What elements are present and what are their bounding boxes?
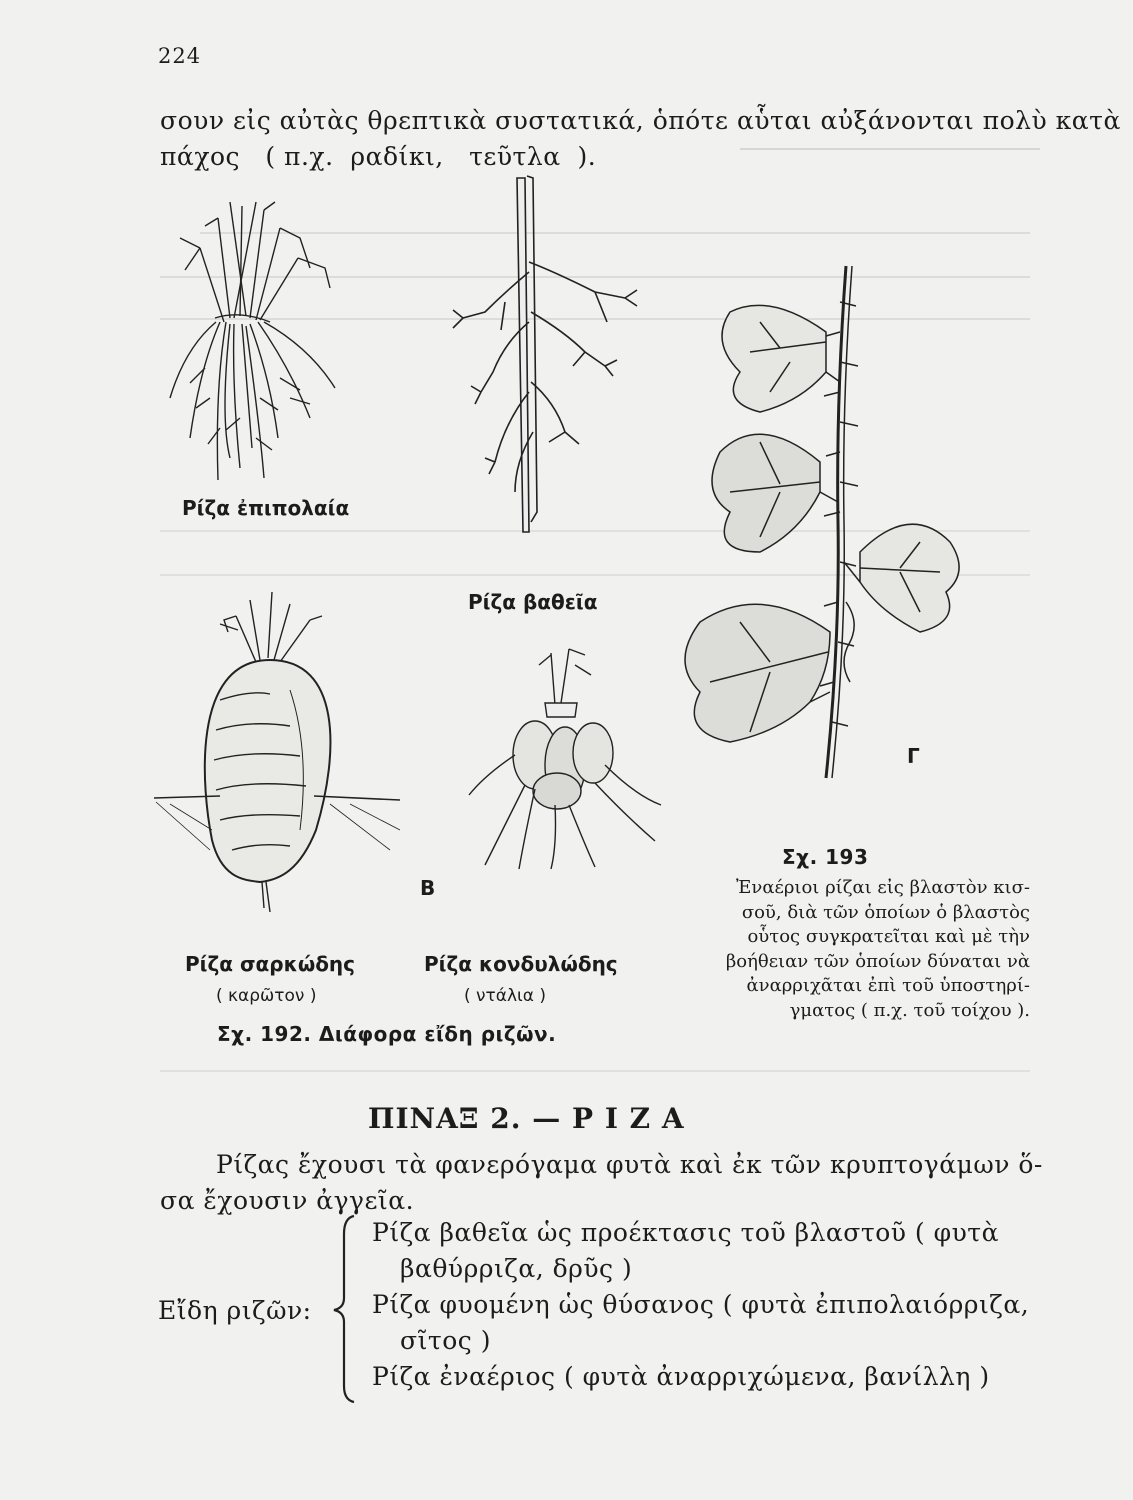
root-kinds-brace — [330, 1214, 360, 1404]
fleshy-root-label: Ρίζα σαρκώδης — [185, 952, 356, 976]
aerial-root-ivy-illustration — [650, 262, 970, 782]
table-intro-line-2: σα ἔχουσιν ἀγγεῖα. — [160, 1186, 415, 1215]
figure-193-marker: Γ — [907, 744, 920, 768]
deep-root-label: Ρίζα βαθεῖα — [468, 590, 598, 614]
root-kind-item: βαθύρριζα, δρῦς ) — [400, 1254, 633, 1283]
figure-193-line: βοήθειαν τῶν ὁποίων δύναται νὰ — [725, 950, 1030, 972]
table-intro-line-1: Ρίζας ἔχουσι τὰ φανερόγαμα φυτὰ καὶ ἐκ τῶν κρυπτογάμων ὅ- — [216, 1150, 1043, 1179]
intro-line-1: σουν εἰς αὐτὰς θρεπτικὰ συστατικά, ὁπότε αὗται αὐξάνονται πολὺ κατὰ — [160, 106, 1121, 135]
page-number: 224 — [158, 44, 202, 68]
figure-193-description — [658, 876, 1030, 1023]
root-kind-item: σῖτος ) — [400, 1326, 491, 1355]
tuberous-root-label: Ρίζα κονδυλώδης — [424, 952, 618, 976]
tuberous-root-example: ( ντάλια ) — [464, 986, 547, 1006]
tuberous-root-illustration — [465, 645, 665, 870]
table-title: ΠΙΝΑΞ 2. — Ρ Ι Ζ Α — [368, 1102, 685, 1135]
figure-193-line: Ἐναέριοι ρίζαι εἰς βλαστὸν κισ- — [736, 877, 1030, 898]
figure-193-line: σοῦ, διὰ τῶν ὁποίων ὁ βλαστὸς — [741, 901, 1030, 923]
deep-root-illustration — [445, 172, 675, 532]
root-kind-item: Ρίζα ἐναέριος ( φυτὰ ἀναρριχώμενα, βανίλλη ) — [372, 1362, 990, 1391]
intro-line-2: πάχος ( π.χ. ραδίκι, τεῦτλα ). — [160, 142, 597, 171]
superficial-root-label: Ρίζα ἐπιπολαία — [182, 496, 350, 520]
tuberous-root-marker: B — [420, 876, 436, 900]
root-kind-item: Ρίζα βαθεῖα ὡς προέκτασις τοῦ βλαστοῦ ( φυτὰ — [372, 1218, 1000, 1247]
root-kinds-label: Εἴδη ριζῶν: — [158, 1296, 312, 1325]
figure-193-line: ἀναρριχᾶται ἐπὶ τοῦ ὑποστηρί- — [746, 975, 1030, 996]
figure-193-line: οὗτος συγκρατεῖται καὶ μὲ τὴν — [747, 926, 1030, 947]
figure-193-number: Σχ. 193 — [782, 845, 869, 869]
fleshy-root-illustration — [150, 590, 405, 920]
figure-193-line: γματος ( π.χ. τοῦ τοίχου ). — [789, 999, 1030, 1021]
superficial-root-illustration — [160, 198, 360, 488]
figure-192-caption: Σχ. 192. Διάφορα εἴδη ριζῶν. — [217, 1022, 557, 1046]
root-kind-item: Ρίζα φυομένη ὡς θύσανος ( φυτὰ ἐπιπολαιόρριζα, — [372, 1290, 1030, 1319]
fleshy-root-example: ( καρῶτον ) — [216, 986, 317, 1006]
